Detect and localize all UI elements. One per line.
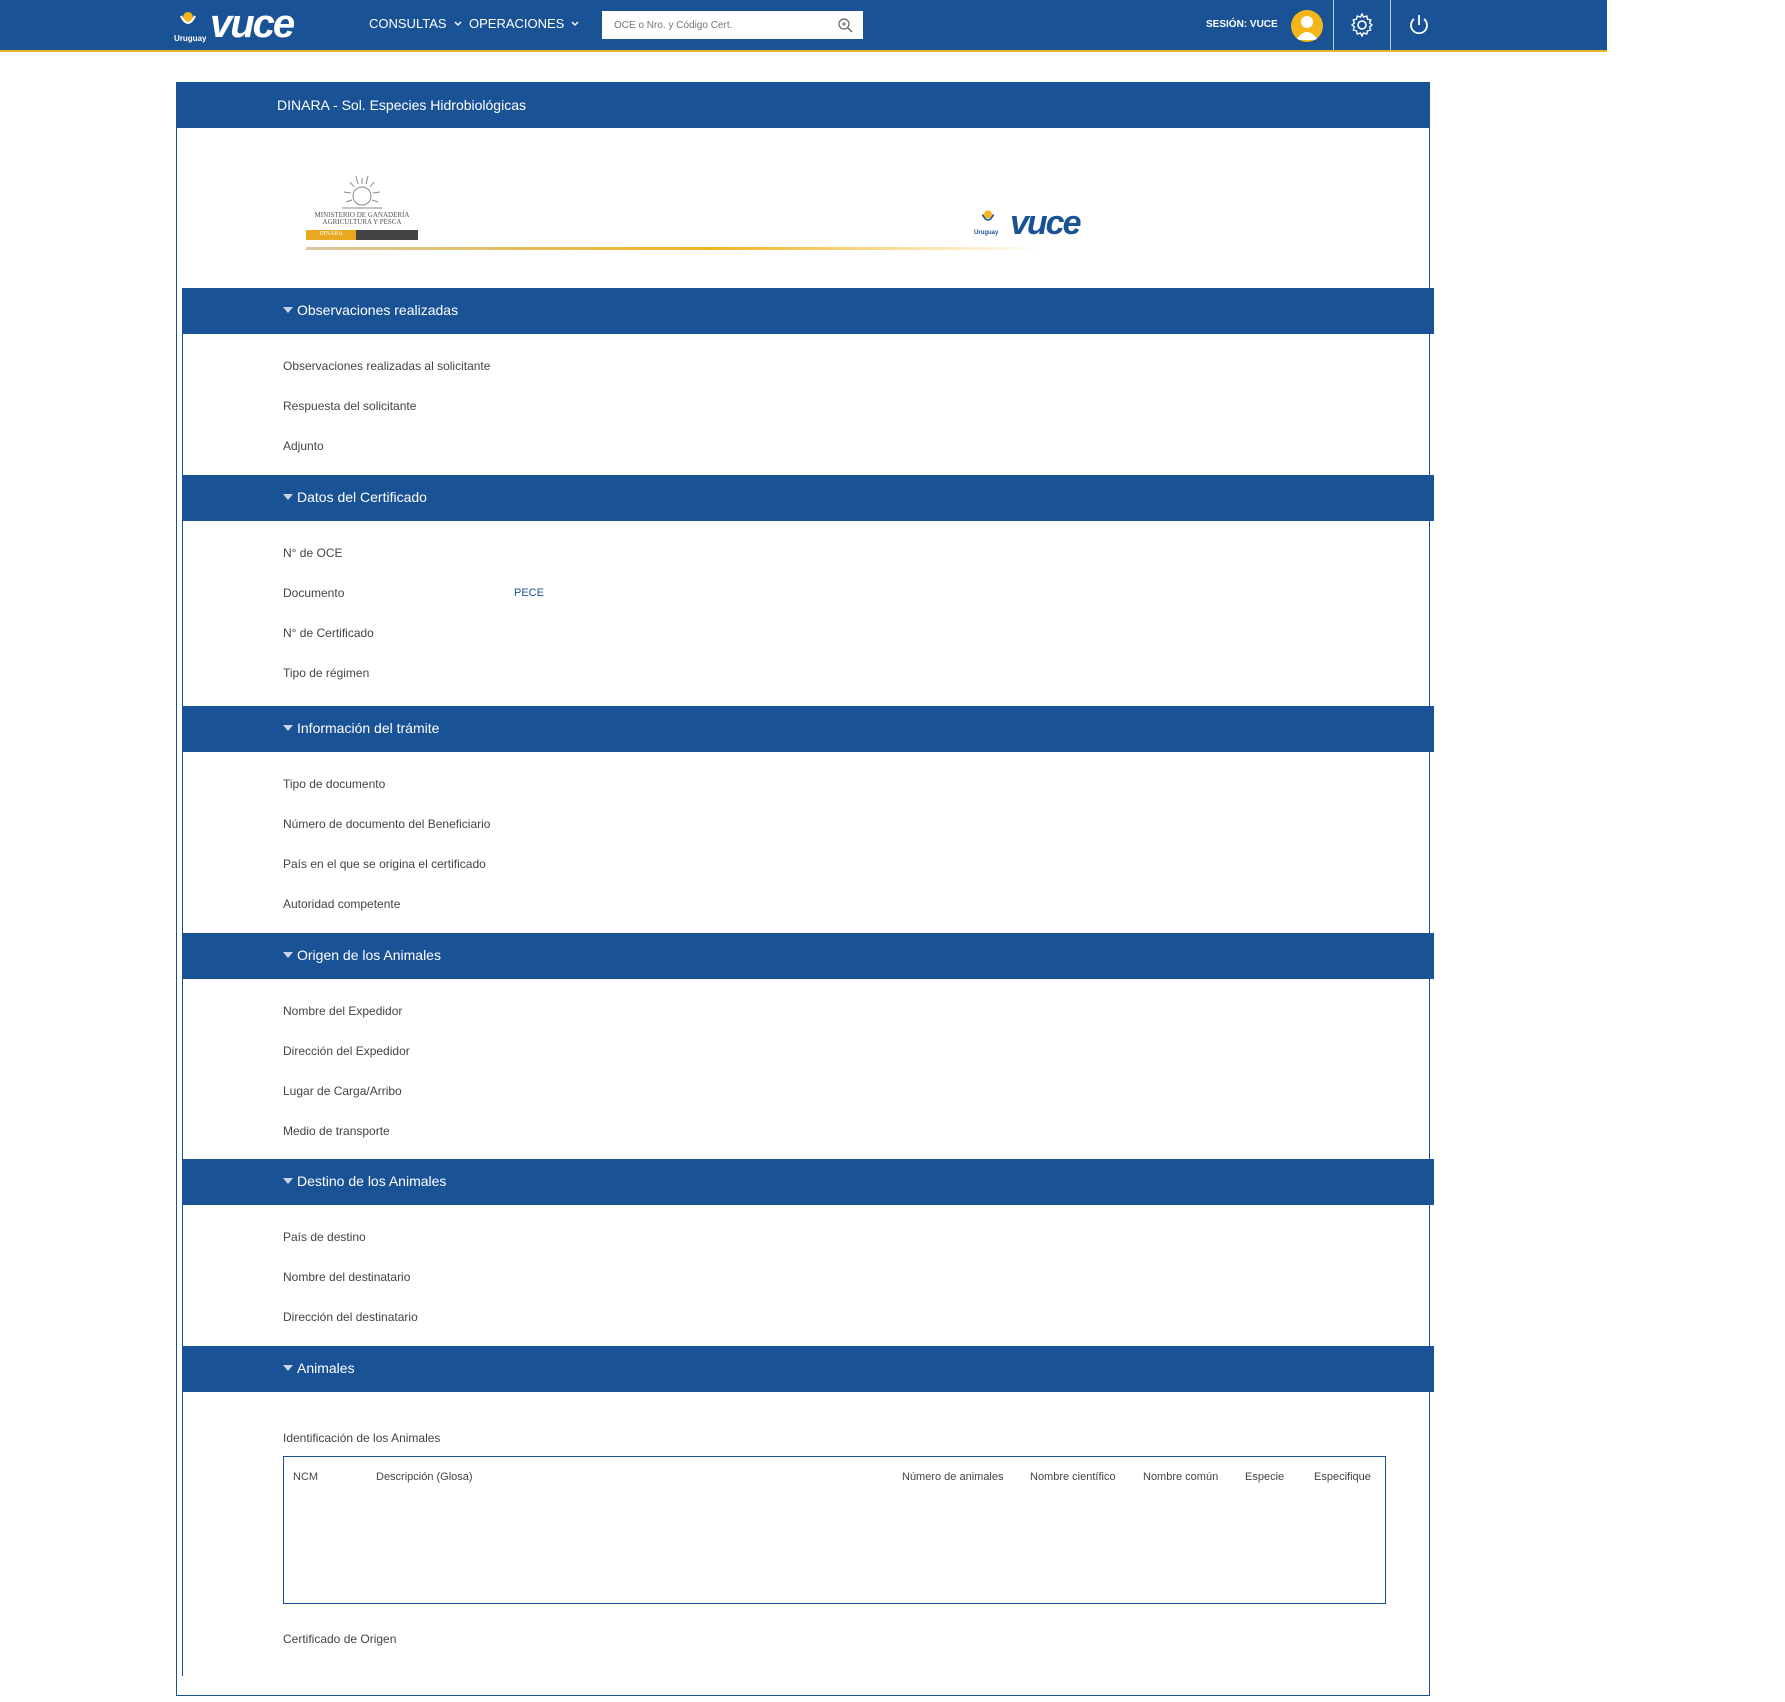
- vuce-country: Uruguay: [974, 230, 999, 236]
- field-label: Certificado de Origen: [283, 1632, 397, 1646]
- session-label: SESIÓN: VUCE: [1206, 19, 1278, 30]
- caret-down-icon: [283, 307, 293, 313]
- field-label: Número de documento del Beneficiario: [283, 817, 491, 831]
- section-title: Animales: [297, 1360, 355, 1376]
- panel-header: [176, 82, 1430, 128]
- column-header-especie[interactable]: Especie: [1245, 1471, 1285, 1483]
- gold-divider: [306, 247, 1046, 250]
- field-label: País de destino: [283, 1230, 366, 1244]
- field-label: Dirección del Expedidor: [283, 1044, 410, 1058]
- field-label: Dirección del destinatario: [283, 1310, 418, 1324]
- gear-icon[interactable]: [1350, 13, 1374, 37]
- section-animales[interactable]: [182, 1346, 1434, 1392]
- sun-emblem-icon: [306, 172, 418, 212]
- section-observaciones[interactable]: [182, 288, 1434, 334]
- dinara-label: DINARA: [319, 231, 343, 237]
- logo-brand: vuce: [210, 2, 294, 46]
- column-header-nombre-comun[interactable]: Nombre común: [1143, 1471, 1219, 1483]
- caret-down-icon: [283, 1178, 293, 1184]
- section-origen[interactable]: [182, 933, 1434, 979]
- sun-emblem-icon: [980, 208, 996, 224]
- nav-operaciones[interactable]: [469, 16, 580, 31]
- field-label: Tipo de régimen: [283, 666, 370, 680]
- navbar-divider: [1333, 0, 1334, 50]
- field-label: Tipo de documento: [283, 777, 386, 791]
- field-label: Observaciones realizadas al solicitante: [283, 359, 491, 373]
- page-title: DINARA - Sol. Especies Hidrobiológicas: [277, 97, 526, 113]
- logo-country: Uruguay: [174, 34, 207, 43]
- user-avatar[interactable]: [1291, 10, 1323, 42]
- field-label: Adjunto: [283, 439, 324, 453]
- column-header-ncm[interactable]: NCM: [293, 1471, 319, 1483]
- power-icon[interactable]: [1407, 13, 1431, 37]
- section-destino[interactable]: [182, 1159, 1434, 1205]
- documento-value: PECE: [514, 587, 544, 599]
- logos-banner: [306, 172, 1096, 252]
- ministry-logo: [306, 172, 418, 244]
- field-label: Nombre del destinatario: [283, 1270, 411, 1284]
- user-icon: [1291, 10, 1323, 42]
- navbar-divider: [1390, 0, 1391, 50]
- field-label: Lugar de Carga/Arribo: [283, 1084, 402, 1098]
- nav-operaciones-label: OPERACIONES: [469, 16, 565, 31]
- vuce-logo-secondary: [974, 204, 1094, 244]
- column-header-descripcion[interactable]: Descripción (Glosa): [376, 1471, 473, 1483]
- caret-down-icon: [283, 1365, 293, 1371]
- section-title: Origen de los Animales: [297, 947, 441, 963]
- ministry-name: MINISTERIO DE GANADERÍA AGRICULTURA Y PESCA: [314, 211, 410, 226]
- animals-table: [283, 1456, 1386, 1604]
- chevron-down-icon: [570, 19, 580, 29]
- dinara-bar: [306, 230, 418, 240]
- top-navbar: [0, 0, 1607, 52]
- section-title: Información del trámite: [297, 720, 440, 736]
- caret-down-icon: [283, 725, 293, 731]
- field-label: Autoridad competente: [283, 897, 401, 911]
- table-label: Identificación de los Animales: [283, 1431, 441, 1445]
- field-label: Nombre del Expedidor: [283, 1004, 403, 1018]
- section-tramite[interactable]: [182, 706, 1434, 752]
- caret-down-icon: [283, 494, 293, 500]
- field-label: País en el que se origina el certificado: [283, 857, 486, 871]
- column-header-especifique[interactable]: Especifique: [1314, 1471, 1371, 1483]
- field-label: Documento: [283, 586, 345, 600]
- field-label: Respuesta del solicitante: [283, 399, 417, 413]
- zoom-search-icon[interactable]: [837, 17, 853, 33]
- field-label: N° de OCE: [283, 546, 343, 560]
- field-label: N° de Certificado: [283, 626, 374, 640]
- section-title: Destino de los Animales: [297, 1173, 447, 1189]
- search-box: [602, 11, 863, 39]
- column-header-numero-animales[interactable]: Número de animales: [902, 1471, 1004, 1483]
- column-header-nombre-cientifico[interactable]: Nombre científico: [1030, 1471, 1116, 1483]
- nav-consultas-label: CONSULTAS: [369, 16, 447, 31]
- section-title: Datos del Certificado: [297, 489, 427, 505]
- section-certificado[interactable]: [182, 475, 1434, 521]
- vuce-brand: vuce: [1010, 204, 1080, 242]
- search-input[interactable]: [602, 11, 827, 39]
- sun-emblem-icon: [178, 8, 198, 28]
- nav-consultas[interactable]: [369, 16, 463, 31]
- chevron-down-icon: [453, 19, 463, 29]
- caret-down-icon: [283, 952, 293, 958]
- field-label: Medio de transporte: [283, 1124, 390, 1138]
- section-title: Observaciones realizadas: [297, 302, 459, 318]
